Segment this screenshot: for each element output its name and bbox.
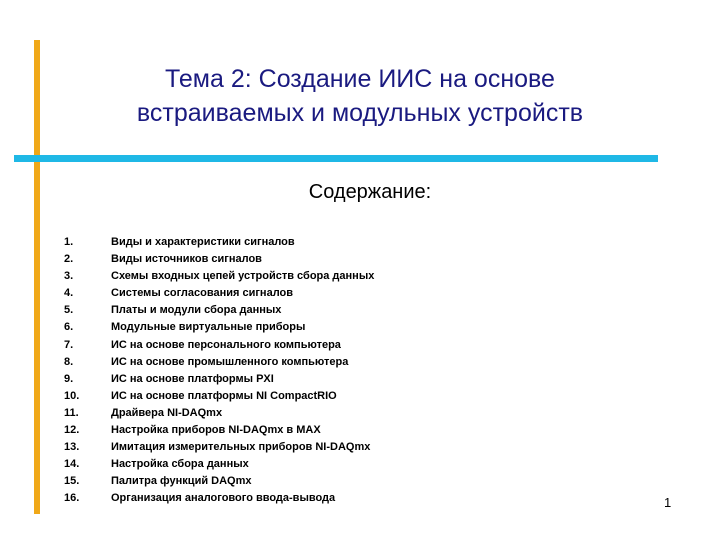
list-item-text: ИС на основе промышленного компьютера [111,355,349,368]
list-item-number: 7. [64,338,74,351]
list-item-number: 15. [64,475,80,488]
list-item-text: ИС на основе платформы PXI [111,372,274,385]
list-item-number: 9. [64,372,74,385]
list-item [64,371,374,388]
list-item-number: 16. [64,492,80,505]
list-item-number: 10. [64,389,80,402]
list-item [64,337,374,354]
list-item-text: Настройка сбора данных [111,458,249,471]
list-item-text: Модульные виртуальные приборы [111,321,306,334]
slide-title-line-2: встраиваемых и модульных устройств [136,99,584,127]
list-item [64,302,374,319]
list-item-text: Платы и модули сбора данных [111,304,282,317]
vertical-accent-bar [34,40,40,514]
list-item-number: 12. [64,424,80,437]
list-item [64,422,374,439]
list-item-text: Имитация измерительных приборов NI-DAQmx [111,441,371,454]
list-item-number: 2. [64,253,74,266]
list-item-text: ИС на основе персонального компьютера [111,338,341,351]
list-item [64,405,374,422]
list-item-number: 3. [64,270,74,283]
list-item-text: Виды источников сигналов [111,253,262,266]
list-item [64,439,374,456]
list-item [64,268,374,285]
list-item-text: Палитра функций DAQmx [111,475,252,488]
list-item-number: 13. [64,441,80,454]
list-item-number: 8. [64,355,74,368]
list-item-text: Настройка приборов NI-DAQmx в MAX [111,424,321,437]
list-item-number: 1. [64,236,74,248]
list-item [64,319,374,336]
list-item [64,456,374,473]
slide-title-line-1: Тема 2: Создание ИИС на основе [165,65,555,93]
list-item [64,251,374,268]
slide-title [60,62,660,130]
list-item [64,285,374,302]
horizontal-accent-bar [14,155,658,162]
list-item-text: Драйвера NI-DAQmx [111,406,223,419]
list-item [64,388,374,405]
list-item-text: Организация аналогового ввода-вывода [111,492,336,505]
list-item-text: Виды и характеристики сигналов [111,236,295,248]
list-item-number: 14. [64,458,80,471]
list-item-text: Схемы входных цепей устройств сбора данных [111,270,375,283]
list-item [64,234,374,251]
list-item-number: 5. [64,304,74,317]
list-item-number: 4. [64,287,74,300]
contents-list [64,234,374,508]
list-item [64,473,374,490]
contents-heading: Содержание: [308,181,432,203]
page-number: 1 [664,495,672,510]
list-item-number: 6. [64,321,74,334]
list-item [64,490,374,507]
list-item-text: ИС на основе платформы NI CompactRIO [111,389,337,402]
list-item-number: 11. [64,406,79,419]
list-item [64,354,374,371]
list-item-text: Системы согласования сигналов [111,287,294,300]
